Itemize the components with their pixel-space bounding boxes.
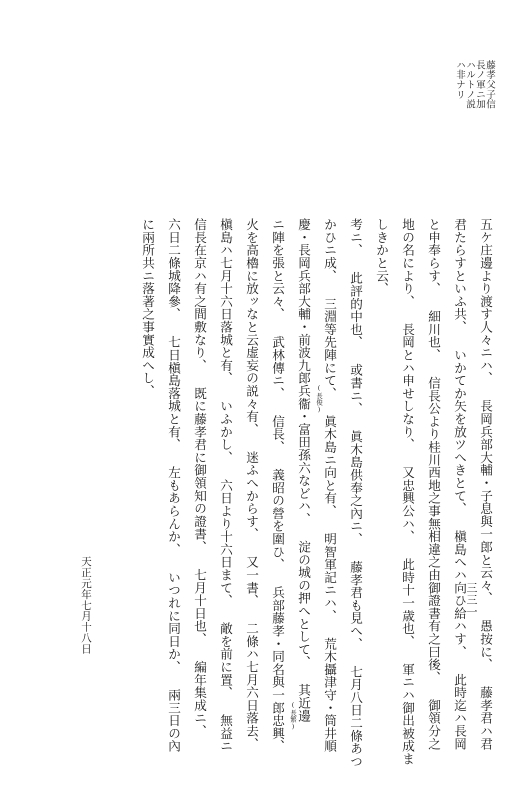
body-line: 君たらすといふ共、 いかてか矢を放ツへきとて、 槇島へハ向ひ給ハす、 此時迄ハ長岡 xyxy=(452,218,467,750)
header-note-line: ハ非ナリ xyxy=(454,60,465,100)
body-line: かひニ成、 三淵等先陣にて、 眞木島ニ向と有、 明智軍記ニハ、 荒木攝津守・筒井順 xyxy=(322,218,337,753)
header-note-line: 長ノ軍ニ加 xyxy=(474,60,485,109)
body-line xyxy=(270,218,297,753)
date-line: 天正元年七月十八日 xyxy=(80,556,92,655)
ruby-annotation: (長俊) xyxy=(315,384,323,415)
header-note-line: 藤孝父子信 xyxy=(484,60,495,109)
body-line: 火を高櫓に放ッなと云虚妄の説々有、 迷ふへからす、 又一書、 二條ハ七月六日落去、 xyxy=(244,218,259,750)
body-line: 考ニ、 此評的中也、 或書ニ、 眞木島供奉之內ニ、 藤孝君も見へ、 七月八日二條あつ xyxy=(348,218,363,768)
body-line: と申奉らす、 細川也、 信長公より桂川西地之事無相違之由御證書有之曰後、 御領分之 xyxy=(426,218,441,750)
header-note-line: ハルトノ説 xyxy=(464,60,475,109)
ruby-annotation: (長繁) xyxy=(289,701,297,732)
body-line: しきかと云、 xyxy=(374,218,389,295)
body-line: 地の名により、 長岡とハ申せしなり、 又忠興公ハ、 此時十一歳也、 軍ニハ御出被成ま xyxy=(400,218,415,766)
body-line: 信長在京ハ有之間敷なり、 既に藤孝君に御領知の證書、 七月十日也、 編年集成ニ、 xyxy=(192,218,207,738)
body-line xyxy=(296,218,323,723)
body-line: 六日二條城降參、 七日槇島落城と有、 左もあらんか、 いつれに同日か、 兩三日の內 xyxy=(166,218,181,753)
body-line-text: ニ陣を張と云々、 武林傳ニ、 信長、 義昭の營を圍ひ、 兵部藤孝・同名與一 xyxy=(270,218,285,702)
body-line: に兩所共ニ落著之事實成へし、 xyxy=(140,218,155,398)
body-line: 五ケ庄邊より渡す人々ニハ、 長岡兵部大輔・子息與一郎と云々、 愚按に、 藤孝君ハ君 xyxy=(478,218,493,750)
body-line-text: 郎忠興、 xyxy=(270,701,285,753)
page-number: 三三一 xyxy=(465,582,478,618)
body-line: 槇島ハ七月十六日落城と有、 いふかし、 六日より十六日まて、 敵を前に置、 無益ニ xyxy=(218,218,233,753)
body-line-text: 慶・長岡兵部大輔・前波九郎 xyxy=(296,218,311,385)
body-line-text: 兵衞・富田孫六などハ、 淀の城の押へとして、 其近邊 xyxy=(296,384,311,723)
